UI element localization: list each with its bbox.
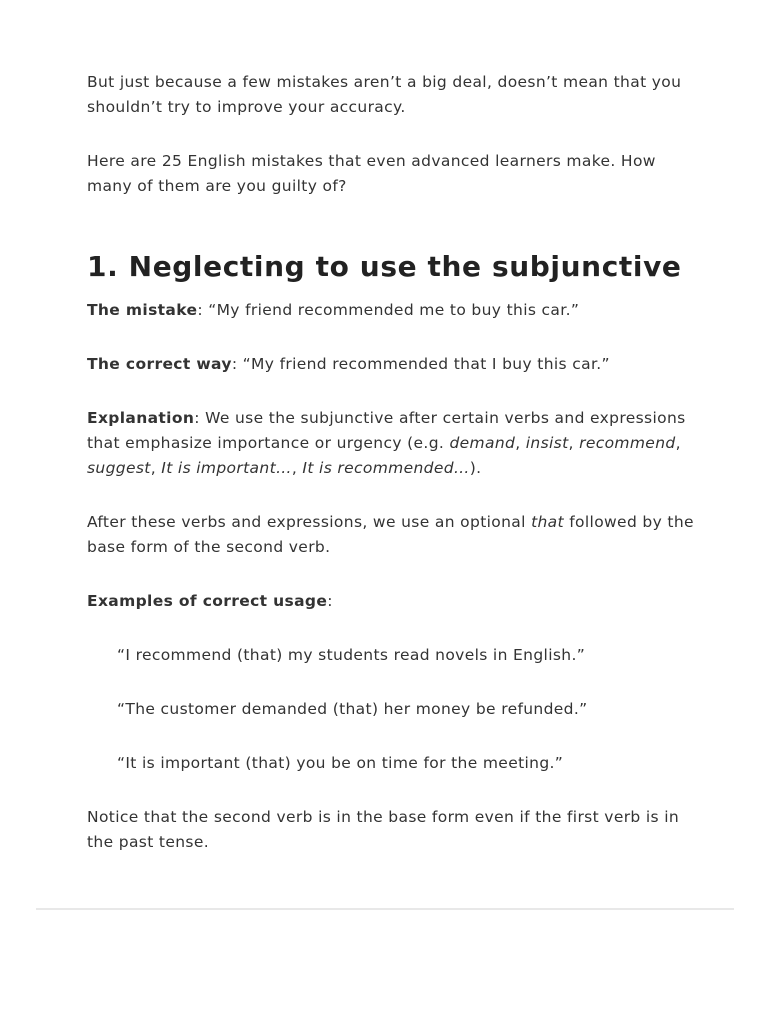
separator: , (515, 434, 526, 452)
separator: , (291, 459, 303, 477)
mistake-label: The mistake (87, 301, 198, 319)
notice-paragraph: Notice that the second verb is in the base form even if the first verb is in the past tense. (87, 808, 680, 851)
examples-label: Examples of correct usage (87, 592, 328, 610)
example-expression-important: It is important… (161, 459, 292, 477)
intro-paragraph-2: Here are 25 English mistakes that even advanced learners make. How many of them are you guilty of? (87, 152, 656, 195)
correct-way-label: The correct way (87, 355, 232, 373)
correct-way-paragraph (87, 352, 697, 377)
example-verb-suggest: suggest (87, 459, 151, 477)
example-quote-3: “It is important (that) you be on time for the meeting.” (117, 754, 564, 772)
example-verb-insist: insist (525, 434, 569, 452)
closing-paren: ). (469, 459, 482, 477)
after-text-b: followed by the base form of the second verb. (87, 513, 694, 556)
mistake-text: : “My friend recommended me to buy this car.” (197, 301, 580, 319)
section-heading: 1. Neglecting to use the subjunctive (87, 250, 682, 283)
examples-colon: : (327, 592, 333, 610)
example-quote-2: “The customer demanded (that) her money be refunded.” (117, 700, 588, 718)
mistake-paragraph (87, 298, 697, 323)
example-verb-demand: demand (449, 434, 516, 452)
examples-heading (87, 589, 697, 614)
separator: , (150, 459, 162, 477)
section-divider (36, 908, 734, 910)
example-expression-recommended: It is recommended… (302, 459, 470, 477)
intro-paragraph-1: But just because a few mistakes aren’t a big deal, doesn’t mean that you shouldn’t try to improve your accuracy. (87, 73, 682, 116)
after-verbs-paragraph (87, 510, 697, 560)
correct-way-text: : “My friend recommended that I buy this car.” (231, 355, 610, 373)
separator: , (568, 434, 580, 452)
that-word: that (531, 513, 564, 531)
example-verb-recommend: recommend (579, 434, 676, 452)
after-text-a: After these verbs and expressions, we use an optional (87, 513, 532, 531)
example-quote-1: “I recommend (that) my students read novels in English.” (117, 646, 586, 664)
separator: , (675, 434, 681, 452)
explanation-text: : We use the subjunctive after certain verbs and expressions that emphasize importance or urgency (e.g. (87, 409, 686, 452)
article-body (87, 70, 697, 855)
explanation-paragraph (87, 406, 697, 481)
explanation-label: Explanation (87, 409, 195, 427)
